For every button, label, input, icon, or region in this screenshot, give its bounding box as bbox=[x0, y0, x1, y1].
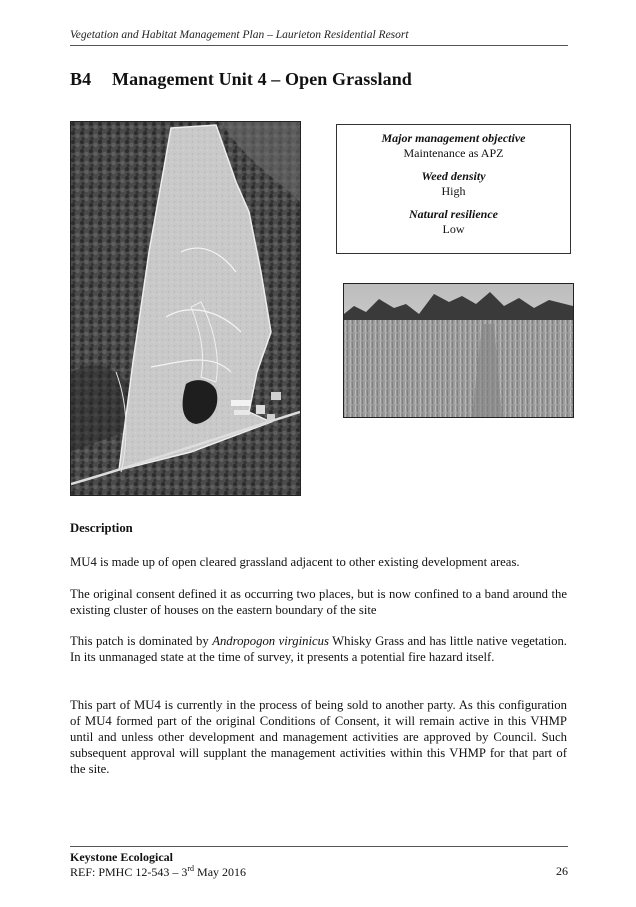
ref-ordinal: rd bbox=[187, 864, 195, 873]
section-title bbox=[70, 69, 412, 90]
section-title-text: Management Unit 4 – Open Grassland bbox=[112, 69, 412, 89]
resilience-label: Natural resilience bbox=[409, 207, 498, 221]
objective-value: Maintenance as APZ bbox=[403, 146, 504, 160]
resilience-value: Low bbox=[442, 222, 465, 236]
objective-label: Major management objective bbox=[381, 131, 526, 145]
grassland-photo bbox=[343, 283, 574, 418]
description-paragraph-2: The original consent defined it as occurring two places, but is now confined to a band around the existing cluster of houses on the eastern boundary of the site bbox=[70, 587, 567, 617]
species-name: Andropogon virginicus bbox=[212, 634, 329, 648]
ref-prefix: REF: PMHC 12-543 – 3 bbox=[70, 865, 188, 879]
ref-suffix: May 2016 bbox=[194, 865, 247, 879]
section-number: B4 bbox=[70, 69, 92, 89]
description-paragraph-4: This part of MU4 is currently in the process of being sold to another party. As this configuration of MU4 formed part of the original Conditions of Consent, it will remain active in this VHMP until and unless other development and management activities are approved by Council. Such subsequent approval will supplant the management activities within this VHMP for that part of the site. bbox=[70, 698, 567, 776]
description-paragraph-1: MU4 is made up of open cleared grassland adjacent to other existing development areas. bbox=[70, 555, 520, 569]
page-number: 26 bbox=[556, 864, 568, 878]
p3-text-after: Whisky Grass and has little native vegetation. In its unmanaged state at the time of survey, it presents a potential fire hazard itself. bbox=[70, 634, 567, 664]
running-header: Vegetation and Habitat Management Plan – Laurieton Residential Resort bbox=[70, 29, 409, 41]
aerial-site-map bbox=[70, 121, 301, 496]
footer-divider bbox=[70, 846, 568, 847]
management-summary-box bbox=[336, 124, 571, 254]
footer-reference bbox=[70, 864, 246, 880]
weed-density-value: High bbox=[441, 184, 466, 198]
p3-text-before: This patch is dominated by bbox=[70, 634, 213, 648]
description-heading: Description bbox=[70, 521, 133, 535]
description-paragraph-3 bbox=[70, 633, 567, 665]
header-divider bbox=[70, 45, 568, 46]
footer-company: Keystone Ecological bbox=[70, 850, 173, 864]
weed-density-label: Weed density bbox=[421, 169, 486, 183]
